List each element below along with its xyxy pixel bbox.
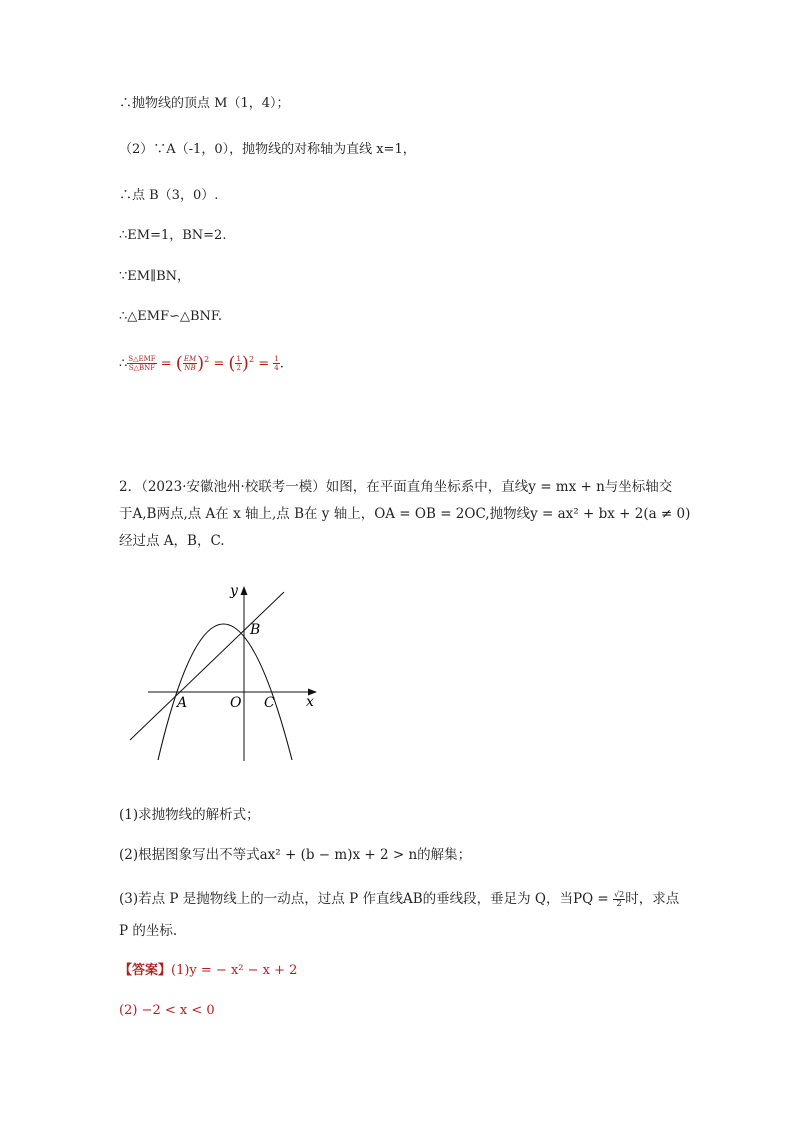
side-ratio-fraction	[183, 355, 197, 372]
label-x: x	[306, 694, 314, 710]
equals-1: =	[160, 356, 172, 372]
quarter-num: 1	[274, 355, 279, 364]
answer-2: (2) −2 < x < 0	[119, 1003, 215, 1018]
solution-line-4: ∴EM=1，BN=2.	[119, 228, 227, 243]
label-O: O	[230, 695, 242, 711]
side-nb: NB	[184, 364, 196, 373]
equals-2: =	[213, 356, 225, 372]
answer-tag: 【答案】	[119, 963, 172, 978]
area-bnf: S△BNF	[128, 364, 156, 373]
label-y: y	[230, 583, 238, 599]
solution-line-2: （2）∵A（-1，0），抛物线的对称轴为直线 x=1，	[119, 142, 416, 157]
sqrt2: √2	[614, 890, 625, 899]
equals-3: =	[258, 356, 270, 372]
quarter-den: 4	[274, 364, 279, 373]
coordinate-figure	[120, 578, 330, 778]
solution-line-6: ∴△EMF∽△BNF.	[119, 309, 223, 324]
paren-open-1: (	[175, 352, 183, 374]
y-axis-arrow	[241, 586, 248, 595]
paren-close-2: )	[241, 352, 249, 374]
label-A: A	[177, 695, 188, 711]
period: .	[279, 356, 284, 372]
two: 2	[616, 899, 622, 908]
solution-line-1: ∴抛物线的顶点 M（1，4）；	[119, 96, 290, 111]
answer-1: (1)y = − x² − x + 2	[171, 963, 298, 978]
paren-open-2: (	[228, 352, 236, 374]
subquestion-3-tail: 时，求点	[625, 891, 680, 907]
question-line-3: 经过点 A，B，C.	[119, 533, 225, 549]
half-den: 2	[236, 364, 241, 373]
sqrt2-over-2	[613, 891, 625, 908]
area-ratio-fraction	[127, 355, 156, 372]
exponent-2: 2	[248, 355, 255, 364]
half-num: 1	[236, 355, 241, 364]
exponent-1: 2	[204, 355, 210, 364]
side-em: EM	[183, 355, 197, 364]
therefore-symbol: ∴	[119, 356, 128, 372]
subquestion-3-line-2: P 的坐标.	[119, 923, 178, 939]
paren-close-1: )	[197, 352, 205, 374]
question-line-2: 于A,B两点,点 A在 x 轴上,点 B在 y 轴上，OA = OB = 2OC,抛物线y = ax² + bx + 2(a ≠ 0)	[119, 506, 691, 522]
subquestion-3-text: (3)若点 P 是抛物线上的一动点，过点 P 作直线AB的垂线段，垂足为 Q，当PQ =	[119, 891, 609, 907]
subquestion-2: (2)根据图象写出不等式ax² + (b − m)x + 2 > n的解集；	[119, 847, 472, 863]
solution-line-5: ∵EM∥BN，	[119, 269, 191, 284]
subquestion-3-line-1	[119, 886, 679, 912]
area-emf: S△EMF	[128, 355, 156, 364]
answer-line-1	[119, 962, 297, 980]
label-C: C	[264, 695, 275, 711]
solution-line-3: ∴点 B（3，0）.	[119, 188, 219, 203]
subquestion-1: (1)求抛物线的解析式；	[119, 807, 260, 823]
label-B: B	[250, 622, 261, 638]
solution-line-7-ratio	[119, 346, 284, 378]
question-line-1: 2．（2023·安徽池州·校联考一模）如图，在平面直角坐标系中，直线y = mx + n与坐标轴交	[119, 479, 673, 495]
